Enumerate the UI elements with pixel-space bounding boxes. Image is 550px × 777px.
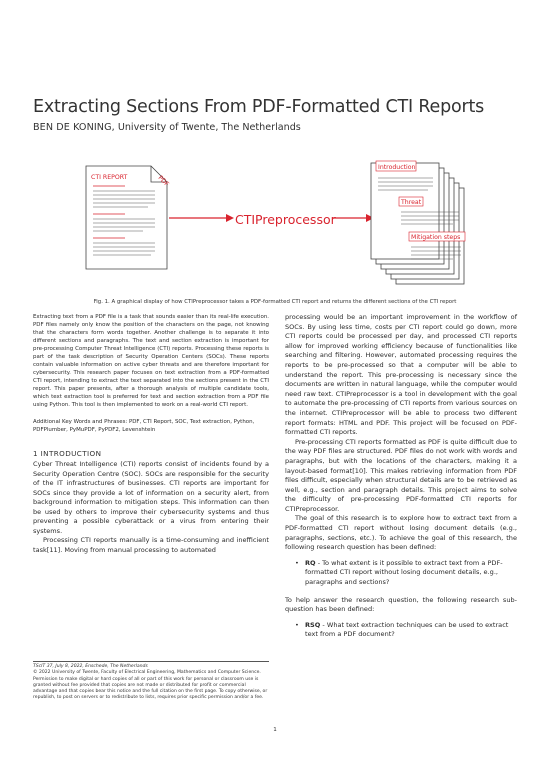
footnote-divider (33, 661, 269, 662)
cti-report-label: CTI REPORT (91, 174, 128, 181)
output-sections (371, 161, 465, 284)
research-subquestion-item (295, 621, 517, 640)
section-label-threat: Threat (401, 199, 422, 206)
figure-caption: Fig. 1. A graphical display of how CTIPreprocessor takes a PDF-formatted CTI report and returns the different sections of the CTI report (93, 299, 457, 305)
page-number: 1 (273, 727, 277, 733)
right-column (285, 313, 517, 640)
cti-report-document (86, 166, 170, 269)
right-paragraph-2: Pre-processing CTI reports formatted as PDF is quite difficult due to the way PDF files are structured. PDF files do not work with words and paragraphs, but with the locations of the characters, making it a layout-based format[10]. This makes retrieving information from PDF files difficult, especially when structural details are to be retrieved as well, e.g., section and paragraph details. This project aims to solve the difficulty of pre-processing PDF-formatted CTI reports for CTIPreprocessor. (285, 437, 517, 513)
right-paragraph-4: To help answer the research question, the following research sub-question has been defined: (285, 595, 517, 614)
author-name: BEN DE KONING, (33, 122, 115, 133)
tool-label: CTIPreprocessor (235, 212, 336, 227)
right-paragraph-1: processing would be an important improvement in the workflow of SOCs. By using less time, costs per CTI report could go down, more CTI reports could be processed per day, and processed CTI reports allow for improved working efficiency because of functionalities like searching and filtering. However, automated processing requires the reports to be pre-processed so that a computer will be able to understand the report. This pre-processing is necessary since the documents are written in natural language, while the computer would need raw text. CTIPreprocessor is a tool in development with the goal to automate the pre-processing of CTI reports from various sources on the internet. CTIPreprocessor will be able to process two different report formats: HTML and PDF. This project will be focused on PDF-formatted CTI reports. (285, 313, 517, 437)
research-question-item (295, 559, 517, 588)
rsq-text: - What text extraction techniques can be used to extract text from a PDF document? (305, 620, 509, 639)
footnote-venue: TScIT 37, July 8, 2022, Enschede, The Netherlands (33, 664, 148, 669)
section-heading-introduction: 1 INTRODUCTION (33, 449, 102, 458)
pdf-label: PDF (156, 174, 171, 188)
section-label-mitigation: Mitigation steps (411, 234, 461, 241)
footnote-permission: Permission to make digital or hard copies of all or part of this work for personal or classroom use is granted without fee provided that copies are not made or distributed for profit or commercial advantage and that copies bear this notice and the full citation on the first page. To copy otherwise, or republish, to post on servers or to redistribute to lists, requires prior specific permission and/or a fee. (33, 676, 268, 701)
footnote (33, 664, 269, 702)
abstract: Extracting text from a PDF file is a task that sounds easier than its real-life execution. PDF files namely only know the position of the characters on the page, not knowing that the characters form words together. Another challenge is to separate it into different sections and paragraphs. The text and section extraction is important for pre-processing Computer Threat Intelligence (CTI) reports. Processing these reports is part of the task description of Security Operation Centers (SOCs). These reports contain valuable information on active cyber threats and are therefore important for cybersecurity. This research paper focuses on text extraction from a PDF-formatted CTI report, intending to extract the text separated into the sections present in the CTI report. This paper presents, after a thorough analysis of multiple candidate tools, which text extraction tool is preferred for text and section extraction from a PDF file using Python. This tool is then implemented to work on a real-world CTI report. (33, 314, 269, 408)
figure-diagram (33, 148, 517, 298)
rsq-label: RSQ (305, 620, 321, 629)
bullet-icon: • (295, 620, 299, 629)
rq-text: - To what extent is it possible to extract text from a PDF-formatted CTI report without losing document details, e.g., paragraphs and sections? (305, 558, 503, 587)
intro-paragraph-2: Processing CTI reports manually is a time-consuming and inefficient task[11]. Moving from manual processing to automated (33, 536, 269, 554)
right-paragraph-3: The goal of this research is to explore how to extract text from a PDF-formatted CTI report without losing document details (e.g., paragraphs, sections, etc.). To achieve the goal of this research, the following research question has been defined: (285, 514, 517, 552)
paper-title: Extracting Sections From PDF-Formatted CTI Reports (33, 97, 485, 117)
author-line (33, 122, 301, 133)
introduction-text (33, 460, 269, 555)
bullet-icon: • (295, 558, 299, 567)
rq-label: RQ (305, 558, 316, 567)
footnote-copyright: © 2022 University of Twente, Faculty of Electrical Engineering, Mathematics and Computer Science. (33, 670, 261, 676)
section-label-introduction: Introduction (378, 164, 416, 171)
intro-paragraph-1: Cyber Threat Intelligence (CTI) reports consist of incidents found by a Security Operation Centre (SOC). SOCs are responsible for the security of the IT infrastructures of businesses. CTI reports are important for SOCs since they provide a lot of information on a security alert, from background information to mitigation steps. This information can then be used by others to improve their cybersecurity systems and thus preventing a possible cyberattack or a virus from entering their systems. (33, 460, 269, 535)
author-affiliation: University of Twente, The Netherlands (117, 122, 301, 133)
keywords: Additional Key Words and Phrases: PDF, CTI Report, SOC, Text extraction, Python, PDFPlumber, PyMuPDF, PyPDF2, Levenshtein (33, 419, 255, 433)
